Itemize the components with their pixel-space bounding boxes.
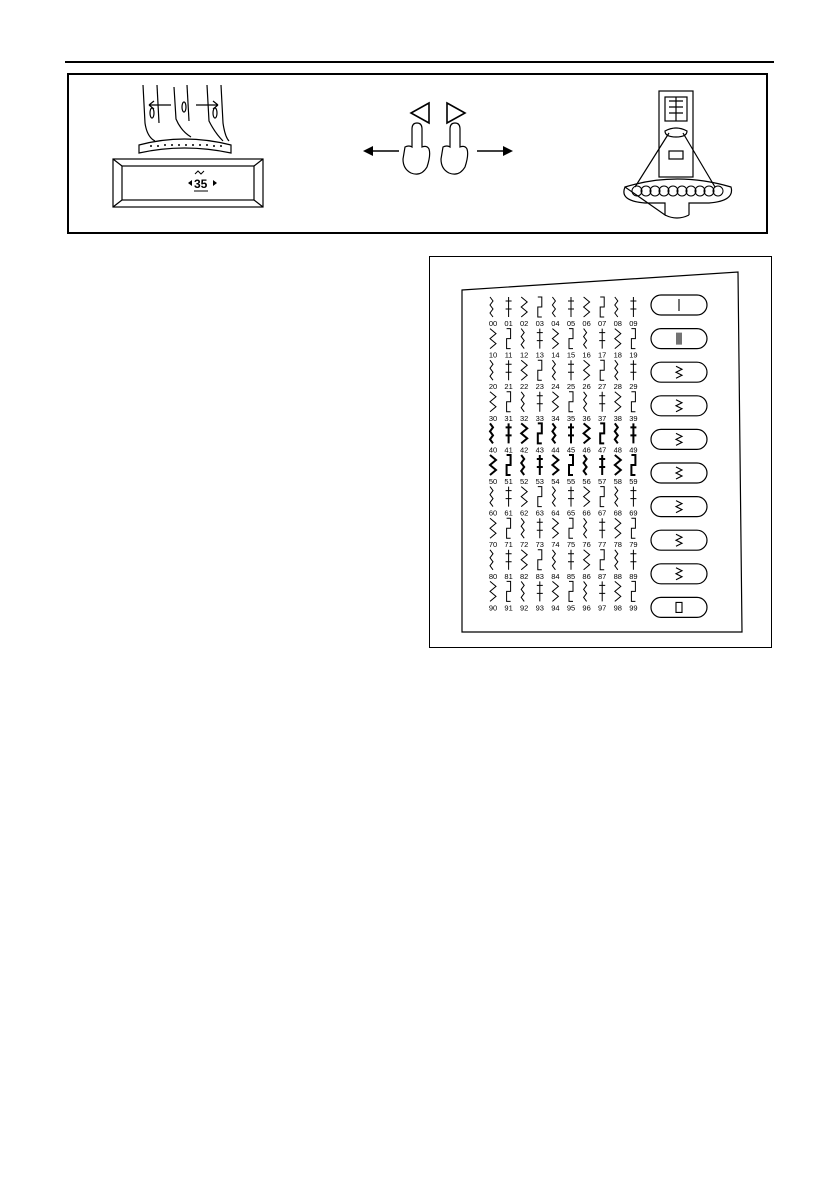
stitch-pattern-23	[536, 360, 544, 391]
stitch-number: 42	[520, 445, 529, 455]
stitch-pattern-40	[489, 423, 497, 454]
stitch-pattern-98	[614, 581, 622, 612]
stitch-number: 19	[629, 350, 638, 360]
stitch-number: 16	[582, 350, 591, 360]
stitch-pattern-06	[582, 297, 590, 328]
needle-position-figure	[67, 73, 768, 234]
stitch-pattern-36	[582, 392, 590, 423]
stitch-number: 91	[504, 603, 513, 613]
stitch-number: 60	[488, 508, 498, 518]
presser-foot-icon	[624, 91, 732, 218]
stitch-number: 14	[551, 350, 560, 360]
direct-select-button-multi-zigzag[interactable]	[651, 396, 707, 416]
stitch-pattern-68	[614, 487, 622, 518]
stitch-number: 69	[629, 508, 638, 518]
left-arrow-button-icon	[411, 103, 429, 123]
stitch-pattern-14	[551, 329, 559, 360]
stitch-number: 35	[566, 413, 576, 423]
stitch-number: 43	[535, 445, 544, 455]
stitch-pattern-99	[629, 581, 637, 612]
stitch-number: 02	[520, 319, 529, 328]
stitch-number: 52	[520, 477, 529, 486]
top-rule	[65, 61, 774, 63]
stitch-pattern-10	[489, 329, 497, 360]
stitch-pattern-12	[520, 329, 528, 360]
stitch-number: 31	[504, 413, 513, 423]
stitch-pattern-55	[567, 455, 575, 486]
stitch-pattern-51	[504, 455, 512, 486]
stitch-number: 99	[629, 603, 638, 613]
stitch-number: 72	[520, 540, 529, 550]
stitch-number: 49	[629, 445, 638, 455]
stitch-number: 10	[488, 350, 498, 360]
stitch-number: 97	[598, 603, 607, 613]
stitch-pattern-83	[536, 550, 544, 581]
stitch-number: 98	[613, 603, 622, 613]
stitch-pattern-50	[489, 455, 497, 486]
stitch-pattern-54	[551, 455, 559, 486]
stitch-pattern-46	[582, 423, 590, 454]
stitch-number: 61	[504, 508, 513, 518]
direct-select-button-honeycomb[interactable]	[651, 497, 707, 517]
stitch-pattern-88	[614, 550, 622, 581]
stitch-number: 51	[504, 477, 513, 486]
stitch-number: 96	[582, 603, 591, 613]
stitch-pattern-71	[504, 518, 512, 549]
stitch-pattern-70	[489, 518, 497, 549]
stitch-number: 75	[566, 540, 576, 550]
stitch-number: 84	[551, 571, 560, 581]
stitch-pattern-64	[551, 487, 559, 518]
stitch-number: 39	[629, 413, 638, 423]
stitch-number: 34	[551, 413, 560, 423]
stitch-number: 44	[551, 445, 560, 455]
stitch-number: 17	[598, 350, 607, 360]
stitch-number: 40	[488, 445, 498, 455]
stitch-number: 38	[613, 413, 622, 423]
stitch-number: 90	[488, 603, 498, 613]
stitch-number: 24	[551, 382, 560, 392]
stitch-number: 09	[629, 319, 638, 328]
direct-select-button-arrow-stitch[interactable]	[651, 463, 707, 483]
stitch-pattern-26	[582, 360, 590, 391]
stitch-number: 54	[551, 477, 560, 486]
stitch-number: 48	[613, 445, 622, 455]
stitch-number: 21	[504, 382, 513, 392]
stitch-number: 37	[598, 413, 607, 423]
direct-select-button-buttonhole[interactable]	[651, 597, 707, 617]
stitch-pattern-59	[629, 455, 637, 486]
stitch-pattern-96	[582, 581, 590, 612]
stitch-number: 26	[582, 382, 591, 392]
stitch-number: 80	[488, 571, 498, 581]
stitch-pattern-66	[582, 487, 590, 518]
stitch-number: 95	[566, 603, 576, 613]
stitch-pattern-53	[536, 455, 544, 486]
stitch-pattern-39	[629, 392, 637, 423]
stitch-pattern-31	[504, 392, 512, 423]
stitch-pattern-94	[551, 581, 559, 612]
stitch-pattern-15	[567, 329, 575, 360]
stitch-number: 20	[488, 382, 498, 392]
stitch-number: 13	[535, 350, 544, 360]
stitch-pattern-45	[567, 423, 575, 454]
stitch-pattern-30	[489, 392, 497, 423]
stitch-pattern-17	[598, 329, 606, 360]
stitch-number: 55	[566, 477, 576, 486]
stitch-number: 77	[598, 540, 607, 550]
stitch-number: 41	[504, 445, 513, 455]
stitch-number: 65	[566, 508, 576, 518]
stitch-pattern-52	[520, 455, 528, 486]
stitch-number: 94	[551, 603, 560, 613]
stitch-pattern-43	[536, 423, 544, 454]
stitch-pattern-32	[520, 392, 528, 423]
stitch-pattern-28	[614, 360, 622, 391]
stitch-number: 03	[535, 319, 544, 328]
stitch-pattern-56	[582, 455, 590, 486]
stitch-pattern-57	[598, 455, 606, 486]
stitch-pattern-79	[629, 518, 637, 549]
stitch-number: 93	[535, 603, 544, 613]
stitch-number: 70	[488, 540, 498, 550]
stitch-number: 06	[582, 319, 591, 328]
finger-icon	[403, 123, 468, 174]
stitch-number: 62	[520, 508, 529, 518]
stitch-number: 18	[613, 350, 622, 360]
stitch-pattern-65	[567, 487, 575, 518]
stitch-number: 81	[504, 571, 513, 581]
stitch-number: 73	[535, 540, 544, 550]
stitch-number: 04	[551, 319, 560, 328]
stitch-pattern-72	[520, 518, 528, 549]
stitch-number: 12	[520, 350, 529, 360]
stitch-pattern-18	[614, 329, 622, 360]
stitch-number: 05	[566, 319, 576, 328]
stitch-pattern-90	[489, 581, 497, 612]
stitch-chart-panel	[429, 256, 772, 648]
stitch-pattern-75	[567, 518, 575, 549]
stitch-number: 57	[598, 477, 607, 486]
stitch-number: 32	[520, 413, 529, 423]
stitch-pattern-97	[598, 581, 606, 612]
stitch-pattern-07	[598, 297, 606, 328]
stitch-pattern-58	[614, 455, 622, 486]
stitch-number: 36	[582, 413, 591, 423]
stitch-chart	[430, 257, 773, 649]
stitch-number: 82	[520, 571, 529, 581]
stitch-pattern-81	[504, 550, 512, 581]
stitch-pattern-05	[567, 297, 575, 328]
stitch-pattern-69	[629, 487, 637, 518]
stitch-pattern-85	[567, 550, 575, 581]
stitch-number: 86	[582, 571, 591, 581]
lcd-value: 35	[194, 177, 208, 191]
stitch-pattern-80	[489, 550, 497, 581]
stitch-pattern-38	[614, 392, 622, 423]
stitch-number: 28	[613, 382, 622, 392]
stitch-pattern-16	[582, 329, 590, 360]
stitch-number: 22	[520, 382, 529, 392]
stitch-pattern-73	[536, 518, 544, 549]
stitch-pattern-01	[504, 297, 512, 328]
stitch-pattern-62	[520, 487, 528, 518]
direct-select-button-lightning[interactable]	[651, 564, 707, 584]
right-arrow-button-icon	[447, 103, 465, 123]
stitch-number: 63	[535, 508, 544, 518]
stitch-number: 33	[535, 413, 544, 423]
stitch-number: 11	[504, 350, 513, 360]
stitch-pattern-60	[489, 487, 497, 518]
stitch-number: 85	[566, 571, 576, 581]
stitch-pattern-34	[551, 392, 559, 423]
stitch-pattern-03	[536, 297, 544, 328]
stitch-number: 50	[488, 477, 498, 486]
stitch-number: 30	[488, 413, 498, 423]
direct-select-button-zigzag[interactable]	[651, 362, 707, 382]
stitch-pattern-33	[536, 392, 544, 423]
direct-select-button-straight-stitch[interactable]	[651, 295, 707, 315]
stitch-number: 45	[566, 445, 576, 455]
stitch-number: 29	[629, 382, 638, 392]
stitch-number: 47	[598, 445, 607, 455]
stitch-pattern-44	[551, 423, 559, 454]
stitch-pattern-78	[614, 518, 622, 549]
stitch-number: 46	[582, 445, 591, 455]
stitch-pattern-61	[504, 487, 512, 518]
stitch-pattern-87	[598, 550, 606, 581]
stitch-number: 71	[504, 540, 513, 550]
stitch-pattern-25	[567, 360, 575, 391]
stitch-number: 27	[598, 382, 607, 392]
stitch-pattern-77	[598, 518, 606, 549]
direct-select-button-blind-hem[interactable]	[651, 530, 707, 550]
stitch-number: 88	[613, 571, 622, 581]
stitch-pattern-20	[489, 360, 497, 391]
stitch-pattern-92	[520, 581, 528, 612]
stitch-pattern-09	[629, 297, 637, 328]
stitch-pattern-47	[598, 423, 606, 454]
stitch-pattern-00	[489, 297, 497, 328]
figure-illustration	[69, 75, 770, 236]
stitch-number: 64	[551, 508, 560, 518]
stitch-number: 58	[613, 477, 622, 486]
stitch-number: 68	[613, 508, 622, 518]
stitch-number: 67	[598, 508, 607, 518]
stitch-number: 76	[582, 540, 591, 550]
stitch-pattern-29	[629, 360, 637, 391]
stitch-pattern-21	[504, 360, 512, 391]
stitch-pattern-89	[629, 550, 637, 581]
stitch-pattern-95	[567, 581, 575, 612]
stitch-number: 66	[582, 508, 591, 518]
stitch-number: 74	[551, 540, 560, 550]
stitch-pattern-24	[551, 360, 559, 391]
stitch-pattern-93	[536, 581, 544, 612]
stitch-pattern-19	[629, 329, 637, 360]
stitch-number: 00	[488, 319, 498, 328]
stitch-pattern-48	[614, 423, 622, 454]
stitch-pattern-11	[505, 329, 513, 360]
stitch-pattern-84	[551, 550, 559, 581]
needle-position-icon	[139, 85, 231, 153]
stitch-number: 23	[535, 382, 544, 392]
stitch-pattern-63	[536, 487, 544, 518]
stitch-number: 25	[566, 382, 576, 392]
stitch-pattern-86	[582, 550, 590, 581]
stitch-pattern-76	[582, 518, 590, 549]
stitch-pattern-27	[598, 360, 606, 391]
stitch-number: 59	[629, 477, 638, 486]
stitch-pattern-08	[614, 297, 622, 328]
stitch-pattern-67	[598, 487, 606, 518]
stitch-number: 56	[582, 477, 591, 486]
stitch-pattern-49	[629, 423, 637, 454]
stitch-pattern-37	[598, 392, 606, 423]
stitch-number: 87	[598, 571, 607, 581]
stitch-number: 89	[629, 571, 638, 581]
stitch-pattern-02	[520, 297, 528, 328]
stitch-pattern-91	[504, 581, 512, 612]
stitch-pattern-74	[551, 518, 559, 549]
stitch-pattern-35	[567, 392, 575, 423]
stitch-number: 92	[520, 603, 529, 613]
stitch-number: 53	[535, 477, 544, 486]
stitch-pattern-42	[520, 423, 528, 454]
stitch-number: 83	[535, 571, 544, 581]
stitch-number: 01	[504, 319, 513, 328]
stitch-pattern-04	[551, 297, 559, 328]
stitch-number: 79	[629, 540, 638, 550]
stitch-pattern-13	[536, 329, 544, 360]
stitch-pattern-82	[520, 550, 528, 581]
stitch-number: 78	[613, 540, 622, 550]
stitch-number: 15	[566, 350, 576, 360]
stitch-pattern-22	[520, 360, 528, 391]
stitch-number: 07	[598, 319, 607, 328]
direct-select-button-narrow-zigzag[interactable]	[651, 429, 707, 449]
stitch-pattern-41	[504, 423, 512, 454]
stitch-number: 08	[613, 319, 622, 328]
direct-select-button-triple-straight[interactable]	[651, 329, 707, 349]
